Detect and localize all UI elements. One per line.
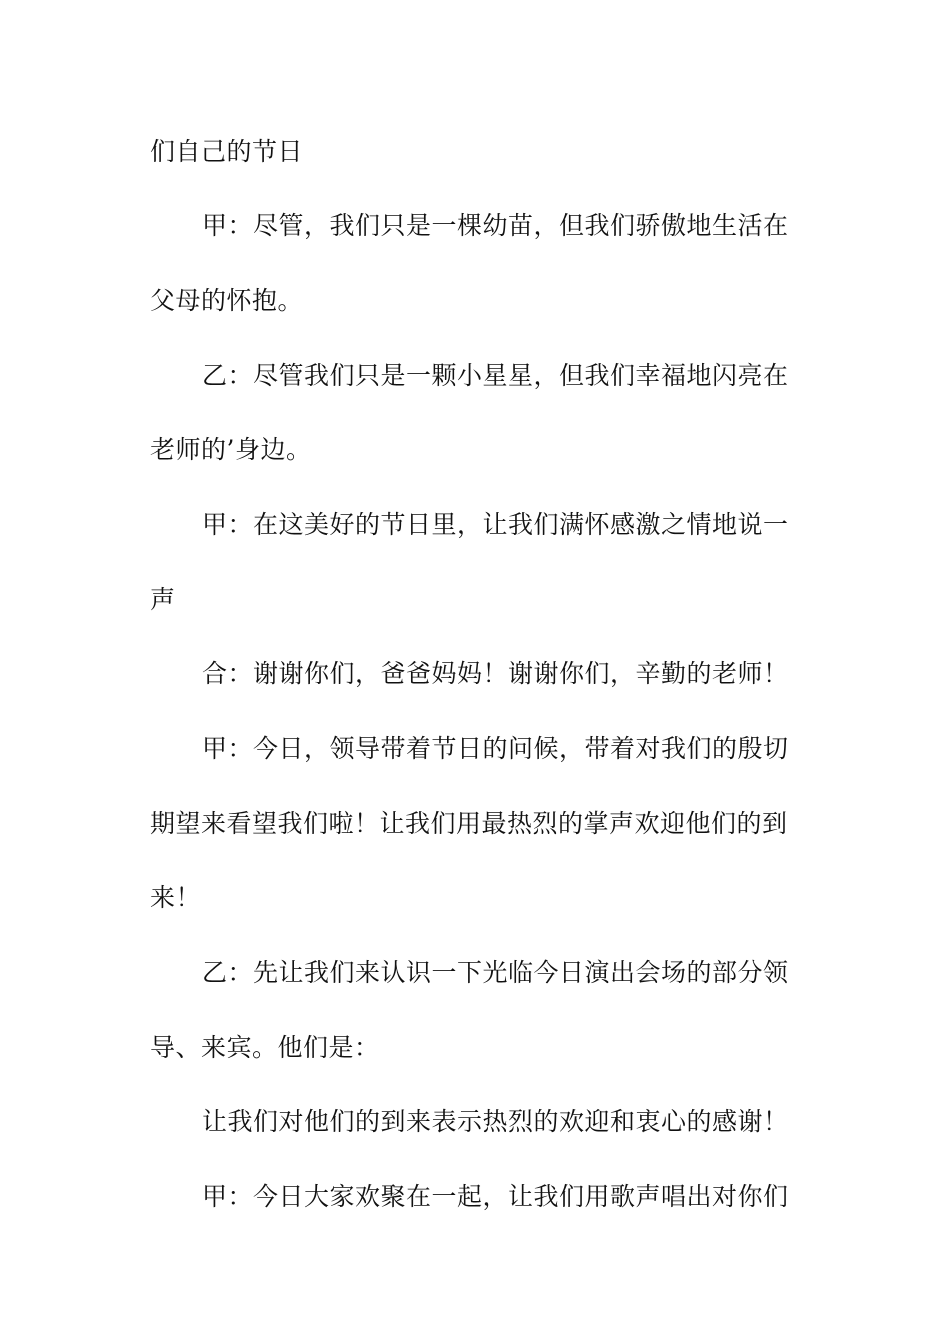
text-line: 声 bbox=[150, 585, 176, 614]
text-line: 合：谢谢你们，爸爸妈妈！谢谢你们，辛勤的老师！ bbox=[202, 659, 789, 688]
text-line: 乙：先让我们来认识一下光临今日演出会场的部分领 bbox=[202, 958, 789, 987]
text-line: 甲：尽管，我们只是一棵幼苗，但我们骄傲地生活在 bbox=[202, 211, 789, 240]
text-line: 让我们对他们的到来表示热烈的欢迎和衷心的感谢！ bbox=[202, 1107, 789, 1136]
text-line: 甲：今日大家欢聚在一起，让我们用歌声唱出对你们 bbox=[202, 1182, 789, 1211]
text-line: 们自己的节日 bbox=[150, 137, 304, 166]
text-line: 父母的怀抱。 bbox=[150, 286, 304, 315]
text-line: 导、来宾。他们是： bbox=[150, 1033, 380, 1062]
text-line: 老师的’身边。 bbox=[150, 435, 312, 464]
text-line: 甲：在这美好的节日里，让我们满怀感激之情地说一 bbox=[202, 510, 789, 539]
text-line: 甲：今日，领导带着节日的问候，带着对我们的殷切 bbox=[202, 734, 789, 763]
text-line: 来！ bbox=[150, 883, 202, 912]
text-line: 期望来看望我们啦！让我们用最热烈的掌声欢迎他们的到 bbox=[150, 809, 788, 838]
text-line: 乙：尽管我们只是一颗小星星，但我们幸福地闪亮在 bbox=[202, 361, 789, 390]
